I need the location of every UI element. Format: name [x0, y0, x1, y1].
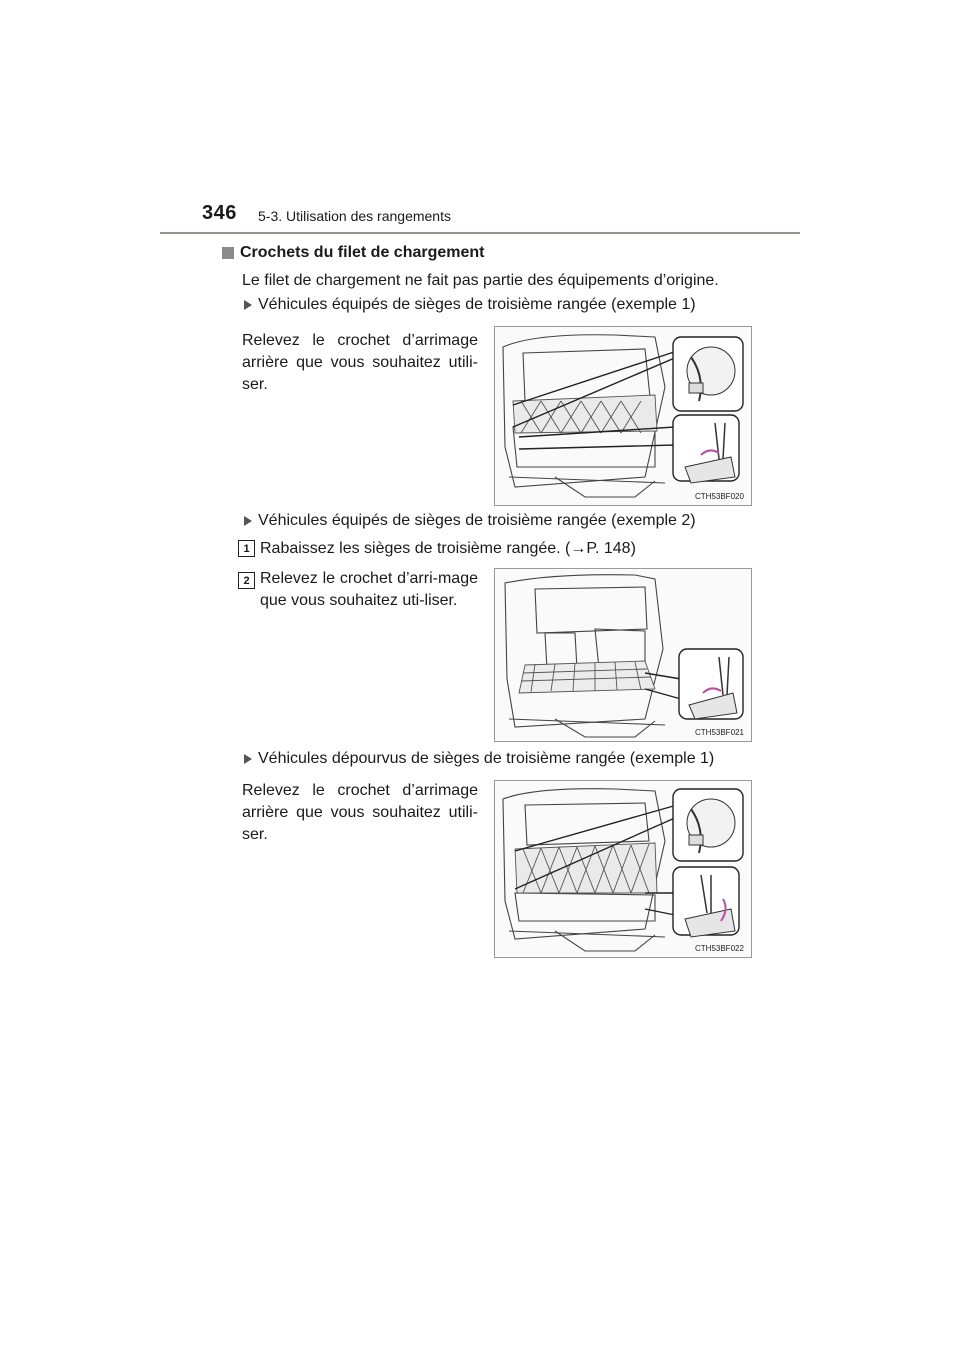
figure-3-code: CTH53BF022 [695, 944, 744, 953]
condition-2 [244, 512, 696, 530]
step-2-text: Relevez le crochet d’arri-mage que vous souhaitez uti-liser. [260, 570, 478, 609]
page-number: 346 [202, 202, 237, 224]
instruction-3: Relevez le crochet d’arrimage arrière que vous souhaitez utili-ser. [242, 782, 478, 843]
figure-2-code: CTH53BF021 [695, 728, 744, 737]
intro-text: Le filet de chargement ne fait pas partie des équipements d’origine. [242, 272, 719, 289]
condition-1-text: Véhicules équipés de sièges de troisième rangée (exemple 1) [258, 296, 696, 313]
step-2-badge: 2 [238, 572, 255, 589]
step-1-badge: 1 [238, 540, 255, 557]
condition-3-text: Véhicules dépourvus de sièges de troisième rangée (exemple 1) [258, 750, 715, 767]
condition-1 [244, 296, 696, 314]
step-1-text: Rabaissez les sièges de troisième rangée. (→P. 148) [260, 540, 636, 557]
figure-1 [494, 326, 752, 506]
heading [222, 244, 485, 262]
condition-3 [244, 750, 714, 768]
instruction-1: Relevez le crochet d’arrimage arrière que vous souhaitez utili-ser. [242, 332, 478, 393]
triangle-bullet-icon [244, 516, 252, 526]
condition-2-text: Véhicules équipés de sièges de troisième rangée (exemple 2) [258, 512, 696, 529]
triangle-bullet-icon [244, 300, 252, 310]
figure-3 [494, 780, 752, 958]
figure-1-code: CTH53BF020 [695, 492, 744, 501]
triangle-bullet-icon [244, 754, 252, 764]
heading-text: Crochets du filet de chargement [240, 244, 485, 261]
header-rule [160, 232, 800, 234]
section-title: 5-3. Utilisation des rangements [258, 208, 451, 224]
square-bullet-icon [222, 247, 234, 259]
figure-2 [494, 568, 752, 742]
